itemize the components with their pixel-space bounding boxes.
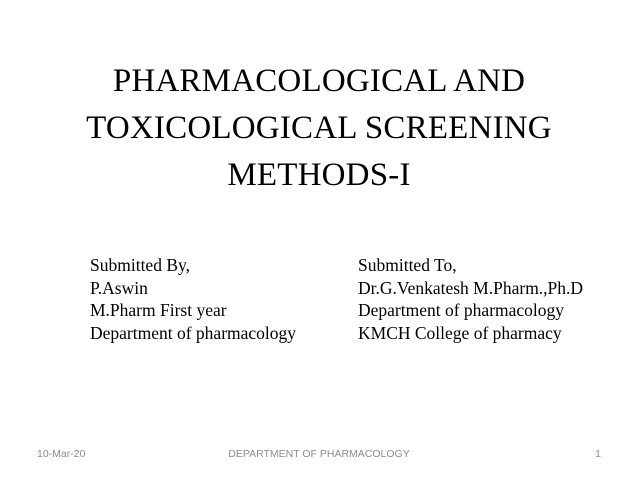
submitter-course: M.Pharm First year [90, 300, 227, 320]
footer-date: 10-Mar-20 [37, 448, 86, 460]
recipient-name: Dr.G.Venkatesh M.Pharm.,Ph.D [358, 277, 584, 298]
submitter-name: P.Aswin [90, 277, 148, 298]
footer-department: DEPARTMENT OF PHARMACOLOGY [228, 448, 410, 460]
title-line: TOXICOLOGICAL SCREENING [86, 110, 552, 146]
title-line: METHODS-I [227, 157, 411, 193]
submitter-department: Department of pharmacology [90, 322, 297, 343]
title-line: PHARMACOLOGICAL AND [112, 63, 526, 99]
submitted-to-block [358, 254, 583, 344]
slide-title [40, 58, 598, 199]
submitted-by-heading: Submitted By, [90, 255, 190, 275]
submitted-by-block [90, 254, 296, 344]
recipient-college: KMCH College of pharmacy [358, 322, 562, 343]
submitted-to-heading: Submitted To, [358, 255, 457, 275]
footer-page-number: 1 [595, 448, 601, 460]
recipient-department: Department of pharmacology [358, 300, 565, 320]
